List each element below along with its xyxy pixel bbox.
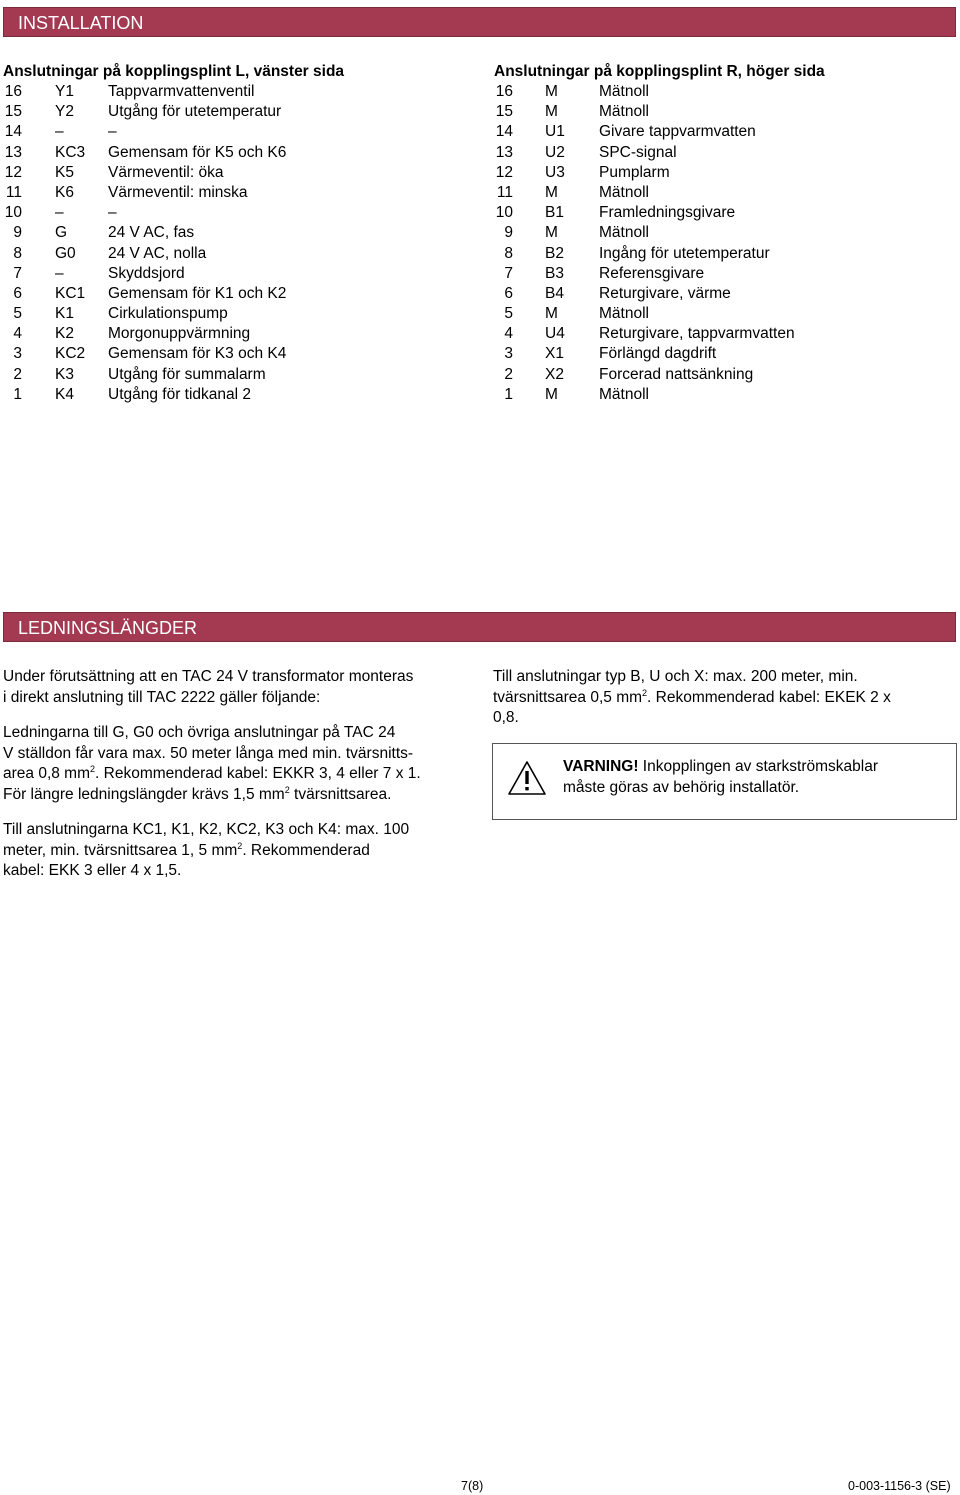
terminal-row <box>494 102 954 122</box>
terminal-description: Mätnoll <box>599 183 649 201</box>
terminal-row <box>3 223 473 243</box>
section-title-ledningslangder: LEDNINGSLÄNGDER <box>18 618 198 638</box>
warning-text-line: måste göras av behörig installatör. <box>563 778 800 796</box>
terminal-row <box>3 344 473 364</box>
terminal-description: Värmeventil: minska <box>108 183 248 201</box>
paragraph-g-g0-cables <box>3 723 421 805</box>
terminal-row <box>494 143 954 163</box>
terminal-code: U1 <box>545 123 565 141</box>
terminal-description: Forcerad nattsänkning <box>599 365 754 383</box>
terminal-description: – <box>108 204 117 222</box>
terminal-number: 8 <box>504 244 513 262</box>
terminal-code: B2 <box>545 244 564 262</box>
terminal-number: 12 <box>4 163 22 181</box>
terminal-code: Y2 <box>55 103 74 121</box>
terminal-row <box>494 264 954 284</box>
text-line: area 0,8 mm <box>3 765 91 782</box>
terminal-code: KC3 <box>55 143 86 161</box>
terminal-number: 1 <box>504 385 513 403</box>
terminal-number: 3 <box>504 345 513 363</box>
terminal-row <box>494 324 954 344</box>
terminal-row <box>494 244 954 264</box>
terminal-description: Returgivare, värme <box>599 284 731 302</box>
terminal-description: Ingång för utetemperatur <box>599 244 770 262</box>
terminal-description: 24 V AC, fas <box>108 224 195 242</box>
terminal-number: 4 <box>504 325 513 343</box>
terminal-number: 16 <box>4 83 22 100</box>
terminal-code: K1 <box>55 305 74 323</box>
terminal-row <box>494 304 954 324</box>
terminal-number: 6 <box>13 284 22 302</box>
terminal-description: – <box>108 123 117 141</box>
terminal-number: 7 <box>13 264 22 282</box>
terminal-code: M <box>545 385 558 403</box>
text-line: Till anslutningarna KC1, K1, K2, KC2, K3 och K4: max. 100 <box>3 821 410 838</box>
terminal-number: 5 <box>504 305 513 323</box>
terminal-number: 16 <box>495 83 513 100</box>
terminal-number: 8 <box>13 244 22 262</box>
text-line: V ställdon får vara max. 50 meter långa med min. tvärsnitts- <box>3 744 414 762</box>
paragraph-buX-inputs <box>493 667 891 729</box>
terminal-code: U3 <box>545 163 565 181</box>
page-number: 7(8) <box>461 1479 484 1493</box>
terminal-description: Förlängd dagdrift <box>599 345 717 363</box>
terminal-code: M <box>545 224 558 242</box>
terminal-number: 1 <box>13 385 22 403</box>
terminal-row <box>3 284 473 304</box>
warning-box <box>492 743 957 820</box>
terminal-row <box>494 183 954 203</box>
text-line: meter, min. tvärsnittsarea 1, 5 mm <box>3 841 238 859</box>
terminal-row <box>3 385 473 405</box>
superscript: 2 <box>90 764 96 774</box>
terminal-row <box>494 122 954 142</box>
terminal-row <box>3 203 473 223</box>
terminal-code: B3 <box>545 264 564 282</box>
terminal-description: Tappvarmvattenventil <box>108 83 255 100</box>
terminal-description: Cirkulationspump <box>108 305 228 323</box>
terminal-row <box>3 304 473 324</box>
terminal-code: K4 <box>55 385 74 403</box>
text-line: tvärsnittsarea. <box>289 785 392 803</box>
terminal-code: K2 <box>55 325 74 343</box>
terminal-description: Skyddsjord <box>108 264 185 282</box>
terminal-row <box>494 223 954 243</box>
terminal-number: 14 <box>4 123 22 141</box>
terminal-code: U4 <box>545 325 565 343</box>
terminal-description: Givare tappvarmvatten <box>599 123 756 141</box>
terminal-number: 2 <box>504 365 513 383</box>
terminal-block-left-heading: Anslutningar på kopplingsplint L, vänster sida <box>3 63 345 80</box>
terminal-number: 10 <box>4 204 22 222</box>
text-line: Ledningarna till G, G0 och övriga anslutningar på TAC 24 <box>3 724 396 741</box>
terminal-description: Utgång för utetemperatur <box>108 103 282 121</box>
terminal-code: KC2 <box>55 345 86 363</box>
terminal-row <box>3 183 473 203</box>
paragraph-kc-outputs <box>3 820 409 882</box>
warning-text <box>563 757 943 798</box>
terminal-description: Morgonuppvärmning <box>108 325 251 343</box>
terminal-number: 13 <box>495 143 513 161</box>
terminal-code: – <box>55 204 64 222</box>
terminal-description: Mätnoll <box>599 305 649 323</box>
terminal-row <box>3 264 473 284</box>
terminal-number: 15 <box>4 103 22 121</box>
terminal-number: 9 <box>504 224 513 242</box>
terminal-description: Referensgivare <box>599 264 705 282</box>
superscript: 2 <box>237 840 243 851</box>
terminal-code: M <box>545 103 558 121</box>
terminal-number: 13 <box>4 143 22 161</box>
terminal-row <box>3 122 473 142</box>
terminal-code: G0 <box>55 244 76 262</box>
warning-triangle-icon <box>507 760 547 796</box>
terminal-description: Pumplarm <box>599 163 670 181</box>
terminal-number: 12 <box>495 163 513 181</box>
superscript: 2 <box>642 687 648 698</box>
terminal-code: – <box>55 123 64 141</box>
terminal-row <box>3 365 473 385</box>
terminal-row <box>494 203 954 223</box>
terminal-block-right-heading: Anslutningar på kopplingsplint R, höger sida <box>494 63 825 80</box>
text-line: För längre ledningslängder krävs 1,5 mm <box>3 785 285 803</box>
terminal-number: 7 <box>504 264 513 282</box>
terminal-row <box>3 82 473 102</box>
terminal-number: 4 <box>13 325 22 343</box>
terminal-block-right <box>494 62 954 405</box>
terminal-row <box>3 143 473 163</box>
terminal-number: 10 <box>495 204 513 222</box>
terminal-row <box>494 365 954 385</box>
terminal-code: K5 <box>55 163 74 181</box>
text-line: . Rekommenderad <box>242 841 370 859</box>
text-line: . Rekommenderad kabel: EKEK 2 x <box>647 688 891 706</box>
terminal-row <box>3 163 473 183</box>
terminal-number: 15 <box>495 103 513 121</box>
terminal-block-left <box>3 62 473 405</box>
terminal-description: Utgång för summalarm <box>108 365 266 383</box>
terminal-description: 24 V AC, nolla <box>108 244 207 262</box>
terminal-number: 9 <box>13 224 22 242</box>
terminal-list-right <box>494 82 954 405</box>
terminal-description: Utgång för tidkanal 2 <box>108 385 252 403</box>
terminal-row <box>494 82 954 102</box>
text-line: tvärsnittsarea 0,5 mm <box>493 688 643 706</box>
text-line: Under förutsättning att en TAC 24 V transformator monteras <box>3 668 414 685</box>
terminal-code: – <box>55 264 64 282</box>
terminal-code: KC1 <box>55 284 86 302</box>
terminal-description: Mätnoll <box>599 83 649 100</box>
section-banner-ledningslangder <box>3 612 956 642</box>
terminal-number: 14 <box>495 123 513 141</box>
terminal-code: K6 <box>55 183 74 201</box>
terminal-number: 11 <box>5 183 22 201</box>
terminal-code: X1 <box>545 345 564 363</box>
document-number: 0-003-1156-3 (SE) <box>848 1479 951 1493</box>
terminal-row <box>494 344 954 364</box>
paragraph-conditions <box>3 667 413 708</box>
terminal-code: K3 <box>55 365 74 383</box>
terminal-code: M <box>545 83 558 100</box>
terminal-description: Gemensam för K3 och K4 <box>108 345 287 363</box>
terminal-code: B1 <box>545 204 564 222</box>
terminal-description: Värmeventil: öka <box>108 163 224 181</box>
terminal-code: M <box>545 305 558 323</box>
terminal-number: 5 <box>13 305 22 323</box>
terminal-row <box>3 102 473 122</box>
terminal-code: G <box>55 224 68 242</box>
terminal-description: Mätnoll <box>599 103 649 121</box>
warning-text-line: Inkopplingen av starkströmskablar <box>638 758 879 775</box>
terminal-row <box>494 385 954 405</box>
terminal-number: 3 <box>13 345 22 363</box>
terminal-code: Y1 <box>55 83 74 100</box>
terminal-description: Gemensam för K1 och K2 <box>108 284 287 302</box>
terminal-code: U2 <box>545 143 565 161</box>
section-banner-installation <box>3 7 956 37</box>
terminal-row <box>3 244 473 264</box>
warning-label: VARNING! <box>563 758 639 775</box>
terminal-description: Returgivare, tappvarmvatten <box>599 325 795 343</box>
terminal-number: 11 <box>496 183 513 201</box>
text-line: . Rekommenderad kabel: EKKR 3, 4 eller 7 x 1. <box>95 765 421 782</box>
text-line: i direkt anslutning till TAC 2222 gäller följande: <box>3 688 321 706</box>
terminal-description: Framledningsgivare <box>599 204 736 222</box>
terminal-code: X2 <box>545 365 564 383</box>
superscript: 2 <box>284 784 290 795</box>
terminal-description: Gemensam för K5 och K6 <box>108 143 287 161</box>
terminal-list-left <box>3 82 473 405</box>
terminal-number: 2 <box>13 365 22 383</box>
text-line: kabel: EKK 3 eller 4 x 1,5. <box>3 862 182 879</box>
terminal-description: Mätnoll <box>599 224 649 242</box>
terminal-code: B4 <box>545 284 564 302</box>
terminal-row <box>3 324 473 344</box>
text-line: 0,8. <box>493 709 519 726</box>
terminal-number: 6 <box>504 284 513 302</box>
terminal-row <box>494 284 954 304</box>
text-line: Till anslutningar typ B, U och X: max. 200 meter, min. <box>493 668 858 685</box>
terminal-row <box>494 163 954 183</box>
terminal-description: SPC-signal <box>599 143 677 161</box>
section-title-installation: INSTALLATION <box>18 13 144 33</box>
terminal-description: Mätnoll <box>599 385 649 403</box>
terminal-code: M <box>545 183 558 201</box>
